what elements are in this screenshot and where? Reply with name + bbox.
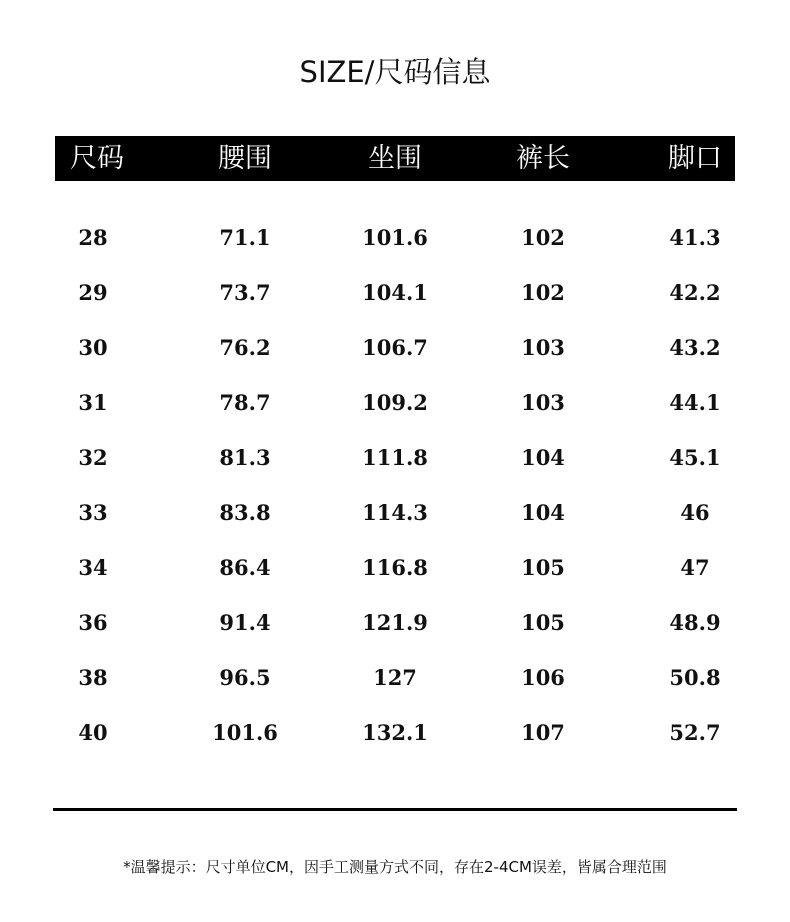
cell-leg-opening: 47 xyxy=(680,555,710,580)
cell-length: 102 xyxy=(521,280,565,305)
cell-hip: 132.1 xyxy=(362,720,428,745)
table-row xyxy=(0,325,790,380)
table-row xyxy=(0,270,790,325)
cell-length: 105 xyxy=(521,555,565,580)
cell-size: 36 xyxy=(78,610,108,635)
cell-waist: 76.2 xyxy=(219,335,271,360)
cell-leg-opening: 50.8 xyxy=(669,665,721,690)
header-hip: 坐围 xyxy=(368,143,422,174)
table-row xyxy=(0,600,790,655)
cell-hip: 101.6 xyxy=(362,225,428,250)
table-row xyxy=(0,545,790,600)
cell-length: 103 xyxy=(521,335,565,360)
cell-size: 29 xyxy=(78,280,108,305)
table-row xyxy=(0,710,790,765)
header-length: 裤长 xyxy=(516,143,570,174)
divider xyxy=(53,808,737,811)
cell-leg-opening: 46 xyxy=(680,500,710,525)
cell-size: 40 xyxy=(78,720,108,745)
cell-hip: 116.8 xyxy=(362,555,428,580)
cell-length: 107 xyxy=(521,720,565,745)
cell-size: 31 xyxy=(78,390,108,415)
table-body xyxy=(0,215,790,765)
cell-leg-opening: 48.9 xyxy=(669,610,721,635)
cell-length: 104 xyxy=(521,445,565,470)
cell-size: 33 xyxy=(78,500,108,525)
cell-size: 38 xyxy=(78,665,108,690)
cell-leg-opening: 45.1 xyxy=(669,445,721,470)
cell-waist: 101.6 xyxy=(212,720,278,745)
cell-length: 106 xyxy=(521,665,565,690)
cell-hip: 121.9 xyxy=(362,610,428,635)
cell-waist: 91.4 xyxy=(219,610,271,635)
cell-length: 103 xyxy=(521,390,565,415)
cell-waist: 81.3 xyxy=(219,445,271,470)
table-row xyxy=(0,435,790,490)
cell-leg-opening: 42.2 xyxy=(669,280,721,305)
measurement-note: *温馨提示：尺寸单位CM，因手工测量方式不同，存在2-4CM误差，皆属合理范围 xyxy=(123,858,667,876)
header-waist: 腰围 xyxy=(218,143,272,174)
cell-leg-opening: 44.1 xyxy=(669,390,721,415)
header-size: 尺码 xyxy=(70,143,124,174)
cell-size: 32 xyxy=(78,445,108,470)
cell-leg-opening: 41.3 xyxy=(669,225,721,250)
cell-length: 104 xyxy=(521,500,565,525)
cell-size: 28 xyxy=(78,225,108,250)
cell-hip: 114.3 xyxy=(362,500,428,525)
cell-hip: 106.7 xyxy=(362,335,428,360)
table-row xyxy=(0,655,790,710)
table-row xyxy=(0,215,790,270)
table-header xyxy=(55,136,735,181)
table-row xyxy=(0,490,790,545)
header-leg-opening: 脚口 xyxy=(668,143,722,174)
cell-size: 30 xyxy=(78,335,108,360)
cell-length: 105 xyxy=(521,610,565,635)
cell-hip: 111.8 xyxy=(362,445,428,470)
cell-hip: 127 xyxy=(373,665,417,690)
page-title: SIZE/尺码信息 xyxy=(299,55,491,89)
cell-waist: 86.4 xyxy=(219,555,271,580)
cell-size: 34 xyxy=(78,555,108,580)
cell-length: 102 xyxy=(521,225,565,250)
cell-hip: 104.1 xyxy=(362,280,428,305)
cell-waist: 83.8 xyxy=(219,500,271,525)
cell-leg-opening: 52.7 xyxy=(669,720,721,745)
cell-waist: 78.7 xyxy=(219,390,271,415)
cell-waist: 71.1 xyxy=(219,225,271,250)
cell-leg-opening: 43.2 xyxy=(669,335,721,360)
table-row xyxy=(0,380,790,435)
cell-waist: 96.5 xyxy=(219,665,271,690)
cell-hip: 109.2 xyxy=(362,390,428,415)
cell-waist: 73.7 xyxy=(219,280,271,305)
